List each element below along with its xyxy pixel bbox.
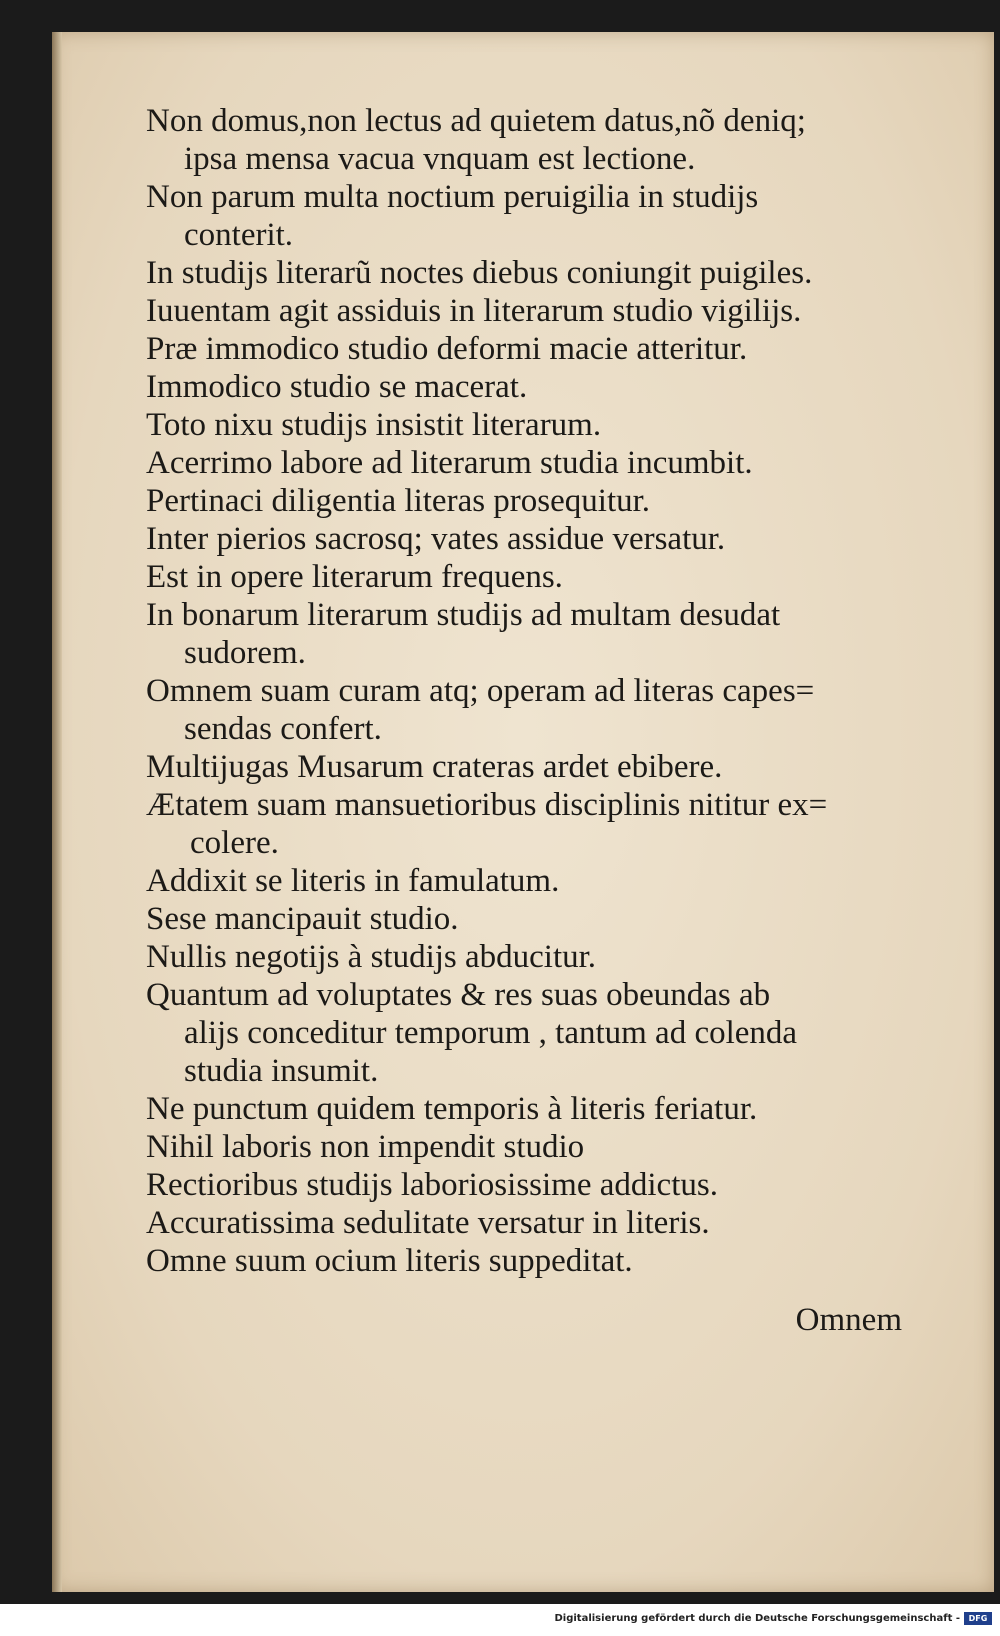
text-line: conterit. (184, 217, 294, 253)
text-line: Acerrimo labore ad literarum studia incumbit. (146, 445, 753, 481)
catchword: Omnem (795, 1302, 902, 1338)
text-line: Est in opere literarum frequens. (146, 559, 563, 595)
text-line: Ne punctum quidem temporis à literis feriatur. (146, 1091, 758, 1127)
text-line: alijs conceditur temporum , tantum ad colenda (184, 1015, 798, 1051)
digitization-footer (0, 1604, 1000, 1636)
text-line: Iuuentam agit assiduis in literarum studio vigilijs. (146, 293, 802, 329)
text-line: Nihil laboris non impendit studio (146, 1129, 585, 1165)
text-line: Rectioribus studijs laboriosissime addictus. (146, 1167, 718, 1203)
text-line: Ætatem suam mansuetioribus disciplinis nititur ex= (146, 787, 828, 823)
book-page (52, 32, 994, 1592)
text-line: colere. (190, 825, 279, 861)
text-line: Præ immodico studio deformi macie atteritur. (146, 331, 748, 367)
text-line: Non parum multa noctium peruigilia in studijs (146, 179, 759, 215)
text-line: Omne suum ocium literis suppeditat. (146, 1243, 633, 1279)
text-line: sendas confert. (184, 711, 382, 747)
page-text (146, 102, 952, 1280)
page-gutter (52, 32, 62, 1592)
text-line: ipsa mensa vacua vnquam est lectione. (184, 141, 696, 177)
text-line: Non domus,non lectus ad quietem datus,nõ deniq; (146, 103, 806, 139)
text-line: sudorem. (184, 635, 306, 671)
text-line: In bonarum literarum studijs ad multam desudat (146, 597, 781, 633)
text-line: Omnem suam curam atq; operam ad literas capes= (146, 673, 815, 709)
text-line: In studijs literarũ noctes diebus coniungit puigiles. (146, 255, 813, 291)
text-line: Toto nixu studijs insistit literarum. (146, 407, 602, 443)
dfg-logo: DFG (964, 1612, 992, 1625)
text-line: Immodico studio se macerat. (146, 369, 528, 405)
text-line: Sese mancipauit studio. (146, 901, 459, 937)
text-line: Addixit se literis in famulatum. (146, 863, 560, 899)
text-line: Accuratissima sedulitate versatur in literis. (146, 1205, 710, 1241)
text-line: Multijugas Musarum crateras ardet ebibere. (146, 749, 723, 785)
text-line: Pertinaci diligentia literas prosequitur. (146, 483, 651, 519)
text-line: Inter pierios sacrosq; vates assidue versatur. (146, 521, 726, 557)
footer-credit: Digitalisierung gefördert durch die Deutsche Forschungsgemeinschaft - (554, 1613, 960, 1624)
text-line: studia insumit. (184, 1053, 379, 1089)
text-line: Quantum ad voluptates & res suas obeundas ab (146, 977, 771, 1013)
text-line: Nullis negotijs à studijs abducitur. (146, 939, 597, 975)
